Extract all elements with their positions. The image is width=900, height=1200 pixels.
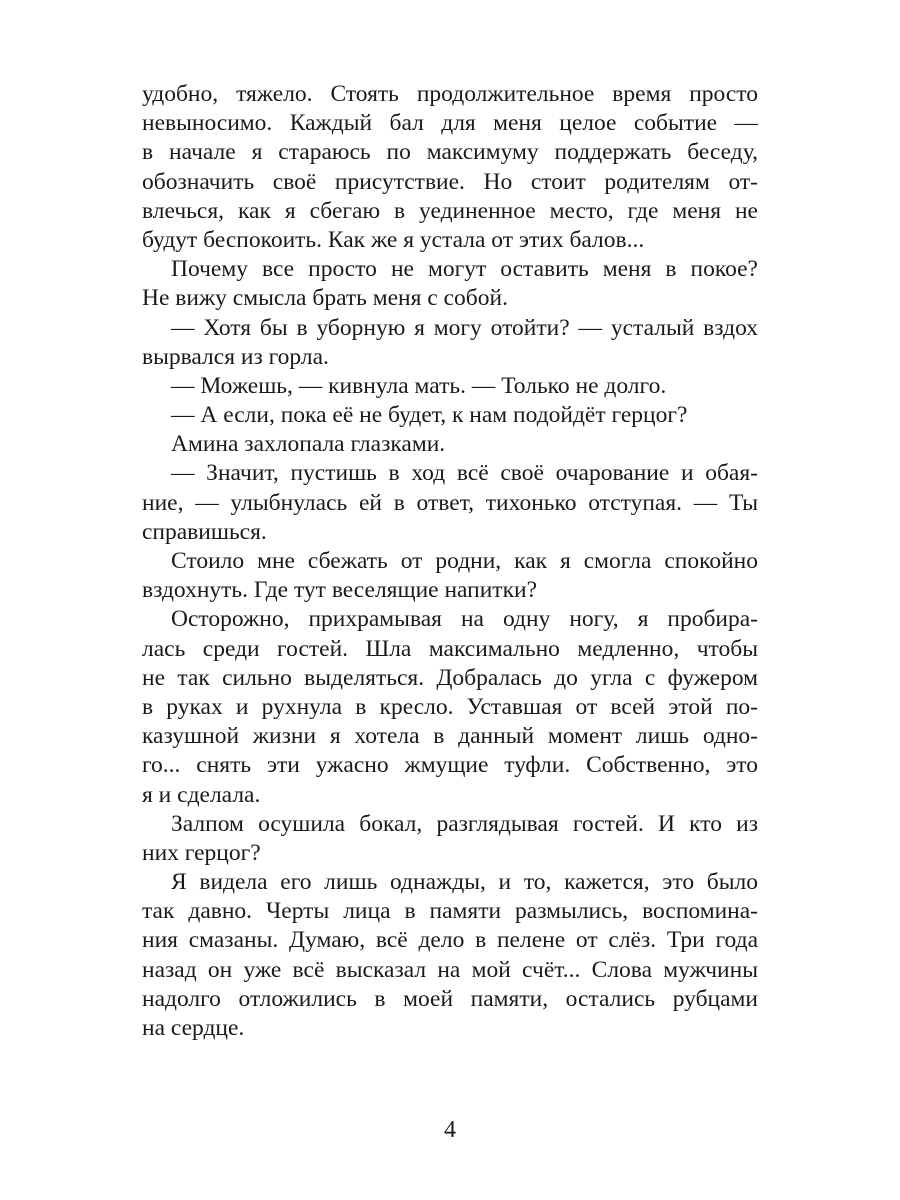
text-line: в начале я стараюсь по максимуму поддержать беседу, [142,139,758,166]
text-line: обозначить своё присутствие. Но стоит родителям от- [142,168,758,195]
text-line: них герцог? [142,839,261,866]
text-line: не так сильно выделяться. Добралась до угла с фужером [142,664,758,691]
paragraph [142,80,758,255]
paragraph [142,810,758,868]
text-line: вырвался из горла. [142,343,329,370]
text-line: — А если, пока её не будет, к нам подойдёт герцог? [171,402,688,429]
paragraph [142,372,758,401]
text-line: — Значит, пустишь в ход всё своё очарование и обая- [171,460,758,487]
text-line: удобно, тяжело. Стоять продолжительное время просто [142,81,758,107]
text-line: Стоило мне сбежать от родни, как я смогла спокойно [171,548,758,574]
paragraph [142,255,758,313]
text-line: в руках и рухнула в кресло. Уставшая от всей этой по- [142,693,758,720]
text-line: Залпом осушила бокал, разглядывая гостей. И кто из [171,810,758,837]
paragraph [142,314,758,372]
text-line: справишься. [142,518,267,545]
text-line: влечься, как я сбегаю в уединенное место, где меня не [142,197,758,224]
text-line: назад он уже всё высказал на мой счёт... Слова мужчины [142,956,758,983]
page-body [142,80,758,1043]
text-line: казушной жизни я хотела в данный момент лишь одно- [142,723,758,750]
text-line: будут беспокоить. Как же я устала от этих балов... [142,226,645,253]
text-line: Почему все просто не могут оставить меня в покое? [171,256,758,283]
paragraph [142,605,758,809]
text-line: — Хотя бы в уборную я могу отойти? — усталый вздох [171,314,758,341]
paragraph [142,401,758,430]
paragraph [142,547,758,605]
text-line: Амина захлопала глазками. [171,431,446,458]
text-line: лась среди гостей. Шла максимально медленно, чтобы [142,635,758,662]
text-line: я и сделала. [142,781,261,808]
paragraph [142,430,758,459]
text-line: — Можешь, — кивнула мать. — Только не долго. [171,372,667,399]
text-line: вздохнуть. Где тут веселящие напитки? [142,577,538,604]
text-line: надолго отложились в моей памяти, остались рубцами [142,985,758,1012]
paragraph [142,459,758,547]
text-line: невыносимо. Каждый бал для меня целое событие — [142,110,758,137]
text-line: Осторожно, прихрамывая на одну ногу, я пробира- [171,606,758,633]
text-line: на сердце. [142,1015,245,1041]
text-line: ния смазаны. Думаю, всё дело в пелене от слёз. Три года [142,927,758,954]
page-number: 4 [444,1117,456,1143]
text-line: ние, — улыбнулась ей в ответ, тихонько отступая. — Ты [142,489,758,516]
text-line: Я видела его лишь однажды, и то, кажется, это было [171,869,758,896]
text-line: Не вижу смысла брать меня с собой. [142,285,508,312]
text-line: го... снять эти ужасно жмущие туфли. Собственно, это [142,752,758,779]
paragraph [142,868,758,1043]
text-line: так давно. Черты лица в памяти размылись, воспомина- [142,898,758,925]
